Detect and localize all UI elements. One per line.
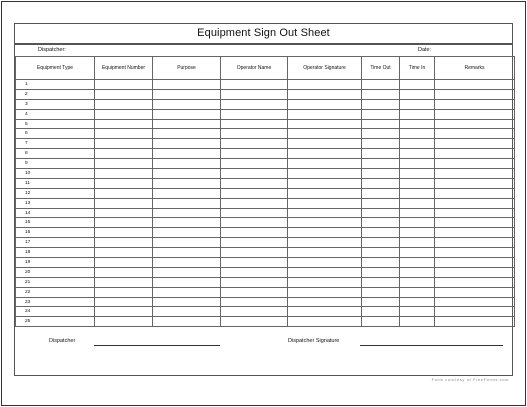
row-number: 11 bbox=[25, 180, 30, 186]
time-in-cell[interactable] bbox=[400, 119, 435, 129]
equipment-type-cell[interactable] bbox=[16, 248, 95, 258]
remarks-cell[interactable] bbox=[435, 267, 515, 277]
purpose-cell[interactable] bbox=[153, 129, 221, 139]
equipment-type-cell[interactable] bbox=[16, 129, 95, 139]
sign-out-sheet bbox=[1, 1, 526, 406]
remarks-cell[interactable] bbox=[435, 159, 515, 169]
equipment-type-cell[interactable] bbox=[16, 89, 95, 99]
time-in-cell[interactable] bbox=[400, 99, 435, 109]
equipment-type-cell[interactable] bbox=[16, 238, 95, 248]
operator-signature-cell[interactable] bbox=[288, 307, 362, 317]
purpose-cell[interactable] bbox=[153, 188, 221, 198]
operator-signature-cell[interactable] bbox=[288, 277, 362, 287]
table-row bbox=[16, 99, 515, 109]
operator-signature-cell[interactable] bbox=[288, 297, 362, 307]
column-header-remarks: Remarks bbox=[435, 57, 515, 80]
operator-name-cell[interactable] bbox=[221, 297, 288, 307]
operator-name-cell[interactable] bbox=[221, 228, 288, 238]
purpose-cell[interactable] bbox=[153, 198, 221, 208]
row-number: 6 bbox=[25, 131, 28, 137]
equipment-type-cell[interactable] bbox=[16, 99, 95, 109]
equipment-number-cell[interactable] bbox=[95, 139, 153, 149]
column-header-equipment-number: Equipment Number bbox=[95, 57, 153, 80]
table-row bbox=[16, 188, 515, 198]
operator-name-cell[interactable] bbox=[221, 99, 288, 109]
form-credit-note: Form courtesy of FreeForms.com bbox=[431, 377, 509, 382]
time-in-cell[interactable] bbox=[400, 198, 435, 208]
operator-signature-cell[interactable] bbox=[288, 208, 362, 218]
operator-name-cell[interactable] bbox=[221, 277, 288, 287]
time-in-cell[interactable] bbox=[400, 287, 435, 297]
equipment-type-cell[interactable] bbox=[16, 307, 95, 317]
time-out-cell[interactable] bbox=[362, 188, 400, 198]
equipment-number-cell[interactable] bbox=[95, 307, 153, 317]
remarks-cell[interactable] bbox=[435, 228, 515, 238]
time-in-cell[interactable] bbox=[400, 208, 435, 218]
equipment-number-cell[interactable] bbox=[95, 248, 153, 258]
operator-signature-cell[interactable] bbox=[288, 80, 362, 90]
purpose-cell[interactable] bbox=[153, 208, 221, 218]
equipment-type-cell[interactable] bbox=[16, 258, 95, 268]
row-number: 2 bbox=[25, 91, 28, 97]
time-out-cell[interactable] bbox=[362, 238, 400, 248]
operator-name-cell[interactable] bbox=[221, 149, 288, 159]
equipment-type-cell[interactable] bbox=[16, 208, 95, 218]
table-row bbox=[16, 258, 515, 268]
row-number: 17 bbox=[25, 240, 31, 246]
operator-signature-cell[interactable] bbox=[288, 258, 362, 268]
purpose-cell[interactable] bbox=[153, 258, 221, 268]
row-number: 3 bbox=[25, 101, 28, 107]
remarks-cell[interactable] bbox=[435, 297, 515, 307]
time-out-cell[interactable] bbox=[362, 248, 400, 258]
time-out-cell[interactable] bbox=[362, 277, 400, 287]
operator-signature-cell[interactable] bbox=[288, 218, 362, 228]
operator-name-cell[interactable] bbox=[221, 317, 288, 327]
operator-name-cell[interactable] bbox=[221, 198, 288, 208]
operator-name-cell[interactable] bbox=[221, 119, 288, 129]
purpose-cell[interactable] bbox=[153, 248, 221, 258]
table-row bbox=[16, 159, 515, 169]
purpose-cell[interactable] bbox=[153, 89, 221, 99]
remarks-cell[interactable] bbox=[435, 89, 515, 99]
purpose-cell[interactable] bbox=[153, 317, 221, 327]
remarks-cell[interactable] bbox=[435, 277, 515, 287]
row-number: 7 bbox=[25, 141, 28, 147]
row-number: 18 bbox=[25, 250, 31, 256]
purpose-cell[interactable] bbox=[153, 218, 221, 228]
purpose-cell[interactable] bbox=[153, 159, 221, 169]
operator-name-cell[interactable] bbox=[221, 159, 288, 169]
table-row bbox=[16, 238, 515, 248]
equipment-type-cell[interactable] bbox=[16, 277, 95, 287]
row-number: 20 bbox=[25, 269, 31, 275]
remarks-cell[interactable] bbox=[435, 119, 515, 129]
purpose-cell[interactable] bbox=[153, 169, 221, 179]
remarks-cell[interactable] bbox=[435, 307, 515, 317]
equipment-type-cell[interactable] bbox=[16, 218, 95, 228]
purpose-cell[interactable] bbox=[153, 238, 221, 248]
time-out-cell[interactable] bbox=[362, 317, 400, 327]
equipment-number-cell[interactable] bbox=[95, 119, 153, 129]
equipment-type-cell[interactable] bbox=[16, 80, 95, 90]
remarks-cell[interactable] bbox=[435, 248, 515, 258]
operator-name-cell[interactable] bbox=[221, 218, 288, 228]
purpose-cell[interactable] bbox=[153, 297, 221, 307]
table-row bbox=[16, 267, 515, 277]
operator-name-cell[interactable] bbox=[221, 248, 288, 258]
table-row bbox=[16, 228, 515, 238]
remarks-cell[interactable] bbox=[435, 80, 515, 90]
remarks-cell[interactable] bbox=[435, 109, 515, 119]
row-number: 25 bbox=[25, 319, 31, 325]
footer-signature-label: Dispatcher Signature bbox=[288, 338, 340, 344]
equipment-type-cell[interactable] bbox=[16, 109, 95, 119]
time-in-cell[interactable] bbox=[400, 139, 435, 149]
table-header-row bbox=[16, 57, 515, 80]
date-label: Date: bbox=[418, 47, 432, 53]
column-header-time-in: Time In bbox=[400, 57, 435, 80]
operator-name-cell[interactable] bbox=[221, 208, 288, 218]
equipment-number-cell[interactable] bbox=[95, 178, 153, 188]
equipment-number-cell[interactable] bbox=[95, 198, 153, 208]
table-row bbox=[16, 277, 515, 287]
equipment-number-cell[interactable] bbox=[95, 218, 153, 228]
equipment-number-cell[interactable] bbox=[95, 267, 153, 277]
equipment-type-cell[interactable] bbox=[16, 139, 95, 149]
operator-signature-cell[interactable] bbox=[288, 198, 362, 208]
table-row bbox=[16, 287, 515, 297]
purpose-cell[interactable] bbox=[153, 149, 221, 159]
row-number: 4 bbox=[25, 111, 28, 117]
equipment-number-cell[interactable] bbox=[95, 258, 153, 268]
equipment-number-cell[interactable] bbox=[95, 109, 153, 119]
table-row bbox=[16, 80, 515, 90]
purpose-cell[interactable] bbox=[153, 277, 221, 287]
time-out-cell[interactable] bbox=[362, 99, 400, 109]
time-out-cell[interactable] bbox=[362, 80, 400, 90]
column-header-time-out: Time Out bbox=[362, 57, 400, 80]
time-out-cell[interactable] bbox=[362, 267, 400, 277]
remarks-cell[interactable] bbox=[435, 99, 515, 109]
row-number: 14 bbox=[25, 210, 31, 216]
table-row bbox=[16, 129, 515, 139]
table-row bbox=[16, 109, 515, 119]
operator-signature-cell[interactable] bbox=[288, 238, 362, 248]
time-out-cell[interactable] bbox=[362, 208, 400, 218]
equipment-number-cell[interactable] bbox=[95, 149, 153, 159]
time-in-cell[interactable] bbox=[400, 149, 435, 159]
operator-signature-cell[interactable] bbox=[288, 228, 362, 238]
equipment-number-cell[interactable] bbox=[95, 80, 153, 90]
column-header-operator-signature: Operator Signature bbox=[288, 57, 362, 80]
purpose-cell[interactable] bbox=[153, 287, 221, 297]
time-in-cell[interactable] bbox=[400, 218, 435, 228]
time-out-cell[interactable] bbox=[362, 169, 400, 179]
time-out-cell[interactable] bbox=[362, 228, 400, 238]
time-in-cell[interactable] bbox=[400, 89, 435, 99]
purpose-cell[interactable] bbox=[153, 307, 221, 317]
row-number: 10 bbox=[25, 170, 31, 176]
table-row bbox=[16, 89, 515, 99]
sign-out-table bbox=[15, 56, 515, 327]
operator-name-cell[interactable] bbox=[221, 80, 288, 90]
operator-signature-cell[interactable] bbox=[288, 119, 362, 129]
remarks-cell[interactable] bbox=[435, 218, 515, 228]
table-row bbox=[16, 297, 515, 307]
time-in-cell[interactable] bbox=[400, 228, 435, 238]
row-number: 1 bbox=[25, 81, 28, 87]
row-number: 8 bbox=[25, 151, 28, 157]
time-in-cell[interactable] bbox=[400, 188, 435, 198]
column-header-operator-name: Operator Name bbox=[221, 57, 288, 80]
time-in-cell[interactable] bbox=[400, 109, 435, 119]
table-row bbox=[16, 178, 515, 188]
equipment-number-cell[interactable] bbox=[95, 238, 153, 248]
operator-name-cell[interactable] bbox=[221, 258, 288, 268]
operator-signature-cell[interactable] bbox=[288, 287, 362, 297]
time-in-cell[interactable] bbox=[400, 238, 435, 248]
time-in-cell[interactable] bbox=[400, 169, 435, 179]
dispatcher-signature-line[interactable] bbox=[94, 345, 220, 346]
time-out-cell[interactable] bbox=[362, 178, 400, 188]
equipment-type-cell[interactable] bbox=[16, 178, 95, 188]
remarks-cell[interactable] bbox=[435, 238, 515, 248]
purpose-cell[interactable] bbox=[153, 119, 221, 129]
operator-name-cell[interactable] bbox=[221, 307, 288, 317]
remarks-cell[interactable] bbox=[435, 139, 515, 149]
purpose-cell[interactable] bbox=[153, 267, 221, 277]
remarks-cell[interactable] bbox=[435, 317, 515, 327]
equipment-type-cell[interactable] bbox=[16, 169, 95, 179]
equipment-number-cell[interactable] bbox=[95, 317, 153, 327]
equipment-number-cell[interactable] bbox=[95, 277, 153, 287]
time-in-cell[interactable] bbox=[400, 267, 435, 277]
table-row bbox=[16, 169, 515, 179]
remarks-cell[interactable] bbox=[435, 188, 515, 198]
footer-dispatcher-label: Dispatcher bbox=[49, 338, 76, 344]
remarks-cell[interactable] bbox=[435, 169, 515, 179]
time-in-cell[interactable] bbox=[400, 258, 435, 268]
equipment-type-cell[interactable] bbox=[16, 188, 95, 198]
operator-name-cell[interactable] bbox=[221, 139, 288, 149]
purpose-cell[interactable] bbox=[153, 80, 221, 90]
operator-name-cell[interactable] bbox=[221, 178, 288, 188]
table-row bbox=[16, 198, 515, 208]
equipment-number-cell[interactable] bbox=[95, 129, 153, 139]
equipment-type-cell[interactable] bbox=[16, 159, 95, 169]
operator-signature-cell[interactable] bbox=[288, 188, 362, 198]
time-in-cell[interactable] bbox=[400, 307, 435, 317]
operator-name-cell[interactable] bbox=[221, 89, 288, 99]
operator-name-cell[interactable] bbox=[221, 238, 288, 248]
equipment-number-cell[interactable] bbox=[95, 287, 153, 297]
operator-name-cell[interactable] bbox=[221, 287, 288, 297]
remarks-cell[interactable] bbox=[435, 129, 515, 139]
table-row bbox=[16, 139, 515, 149]
row-number: 12 bbox=[25, 190, 31, 196]
dispatcher-label: Dispatcher: bbox=[38, 47, 66, 53]
purpose-cell[interactable] bbox=[153, 99, 221, 109]
row-number: 24 bbox=[25, 309, 31, 315]
time-out-cell[interactable] bbox=[362, 129, 400, 139]
table-row bbox=[16, 218, 515, 228]
time-out-cell[interactable] bbox=[362, 198, 400, 208]
operator-signature-cell[interactable] bbox=[288, 159, 362, 169]
table-row bbox=[16, 208, 515, 218]
time-in-cell[interactable] bbox=[400, 248, 435, 258]
purpose-cell[interactable] bbox=[153, 139, 221, 149]
table-row bbox=[16, 119, 515, 129]
operator-signature-cell[interactable] bbox=[288, 129, 362, 139]
time-out-cell[interactable] bbox=[362, 109, 400, 119]
time-out-cell[interactable] bbox=[362, 119, 400, 129]
time-out-cell[interactable] bbox=[362, 287, 400, 297]
time-out-cell[interactable] bbox=[362, 297, 400, 307]
operator-signature-cell[interactable] bbox=[288, 248, 362, 258]
dispatcher-signature-field-line[interactable] bbox=[360, 345, 503, 346]
row-number: 5 bbox=[25, 121, 28, 127]
operator-name-cell[interactable] bbox=[221, 267, 288, 277]
remarks-cell[interactable] bbox=[435, 208, 515, 218]
remarks-cell[interactable] bbox=[435, 258, 515, 268]
time-out-cell[interactable] bbox=[362, 89, 400, 99]
equipment-type-cell[interactable] bbox=[16, 198, 95, 208]
equipment-number-cell[interactable] bbox=[95, 297, 153, 307]
equipment-type-cell[interactable] bbox=[16, 317, 95, 327]
time-out-cell[interactable] bbox=[362, 139, 400, 149]
time-in-cell[interactable] bbox=[400, 80, 435, 90]
operator-signature-cell[interactable] bbox=[288, 89, 362, 99]
time-in-cell[interactable] bbox=[400, 159, 435, 169]
remarks-cell[interactable] bbox=[435, 178, 515, 188]
equipment-type-cell[interactable] bbox=[16, 287, 95, 297]
time-in-cell[interactable] bbox=[400, 297, 435, 307]
operator-signature-cell[interactable] bbox=[288, 178, 362, 188]
equipment-number-cell[interactable] bbox=[95, 169, 153, 179]
equipment-number-cell[interactable] bbox=[95, 208, 153, 218]
operator-signature-cell[interactable] bbox=[288, 109, 362, 119]
table-row bbox=[16, 248, 515, 258]
purpose-cell[interactable] bbox=[153, 178, 221, 188]
time-in-cell[interactable] bbox=[400, 129, 435, 139]
operator-signature-cell[interactable] bbox=[288, 139, 362, 149]
operator-name-cell[interactable] bbox=[221, 188, 288, 198]
time-in-cell[interactable] bbox=[400, 178, 435, 188]
row-number: 13 bbox=[25, 200, 31, 206]
equipment-number-cell[interactable] bbox=[95, 159, 153, 169]
equipment-number-cell[interactable] bbox=[95, 89, 153, 99]
column-header-equipment-type: Equipment Type bbox=[16, 57, 95, 80]
operator-signature-cell[interactable] bbox=[288, 317, 362, 327]
time-out-cell[interactable] bbox=[362, 149, 400, 159]
row-number: 9 bbox=[25, 161, 28, 167]
column-header-purpose: Purpose bbox=[153, 57, 221, 80]
page-title: Equipment Sign Out Sheet bbox=[14, 23, 513, 44]
table-row bbox=[16, 317, 515, 327]
operator-signature-cell[interactable] bbox=[288, 169, 362, 179]
table-row bbox=[16, 307, 515, 317]
operator-name-cell[interactable] bbox=[221, 109, 288, 119]
time-out-cell[interactable] bbox=[362, 258, 400, 268]
equipment-type-cell[interactable] bbox=[16, 149, 95, 159]
purpose-cell[interactable] bbox=[153, 228, 221, 238]
equipment-number-cell[interactable] bbox=[95, 99, 153, 109]
table-row bbox=[16, 149, 515, 159]
remarks-cell[interactable] bbox=[435, 198, 515, 208]
time-in-cell[interactable] bbox=[400, 277, 435, 287]
equipment-type-cell[interactable] bbox=[16, 267, 95, 277]
equipment-type-cell[interactable] bbox=[16, 119, 95, 129]
time-out-cell[interactable] bbox=[362, 307, 400, 317]
time-out-cell[interactable] bbox=[362, 218, 400, 228]
row-number: 21 bbox=[25, 279, 31, 285]
time-in-cell[interactable] bbox=[400, 317, 435, 327]
time-out-cell[interactable] bbox=[362, 159, 400, 169]
equipment-number-cell[interactable] bbox=[95, 228, 153, 238]
row-number: 19 bbox=[25, 259, 31, 265]
sign-out-form bbox=[14, 44, 513, 376]
operator-name-cell[interactable] bbox=[221, 129, 288, 139]
operator-signature-cell[interactable] bbox=[288, 267, 362, 277]
equipment-type-cell[interactable] bbox=[16, 228, 95, 238]
row-number: 15 bbox=[25, 220, 31, 226]
row-number: 22 bbox=[25, 289, 31, 295]
row-number: 23 bbox=[25, 299, 31, 305]
equipment-number-cell[interactable] bbox=[95, 188, 153, 198]
operator-signature-cell[interactable] bbox=[288, 99, 362, 109]
operator-name-cell[interactable] bbox=[221, 169, 288, 179]
remarks-cell[interactable] bbox=[435, 287, 515, 297]
equipment-type-cell[interactable] bbox=[16, 297, 95, 307]
row-number: 16 bbox=[25, 230, 31, 236]
operator-signature-cell[interactable] bbox=[288, 149, 362, 159]
remarks-cell[interactable] bbox=[435, 149, 515, 159]
purpose-cell[interactable] bbox=[153, 109, 221, 119]
